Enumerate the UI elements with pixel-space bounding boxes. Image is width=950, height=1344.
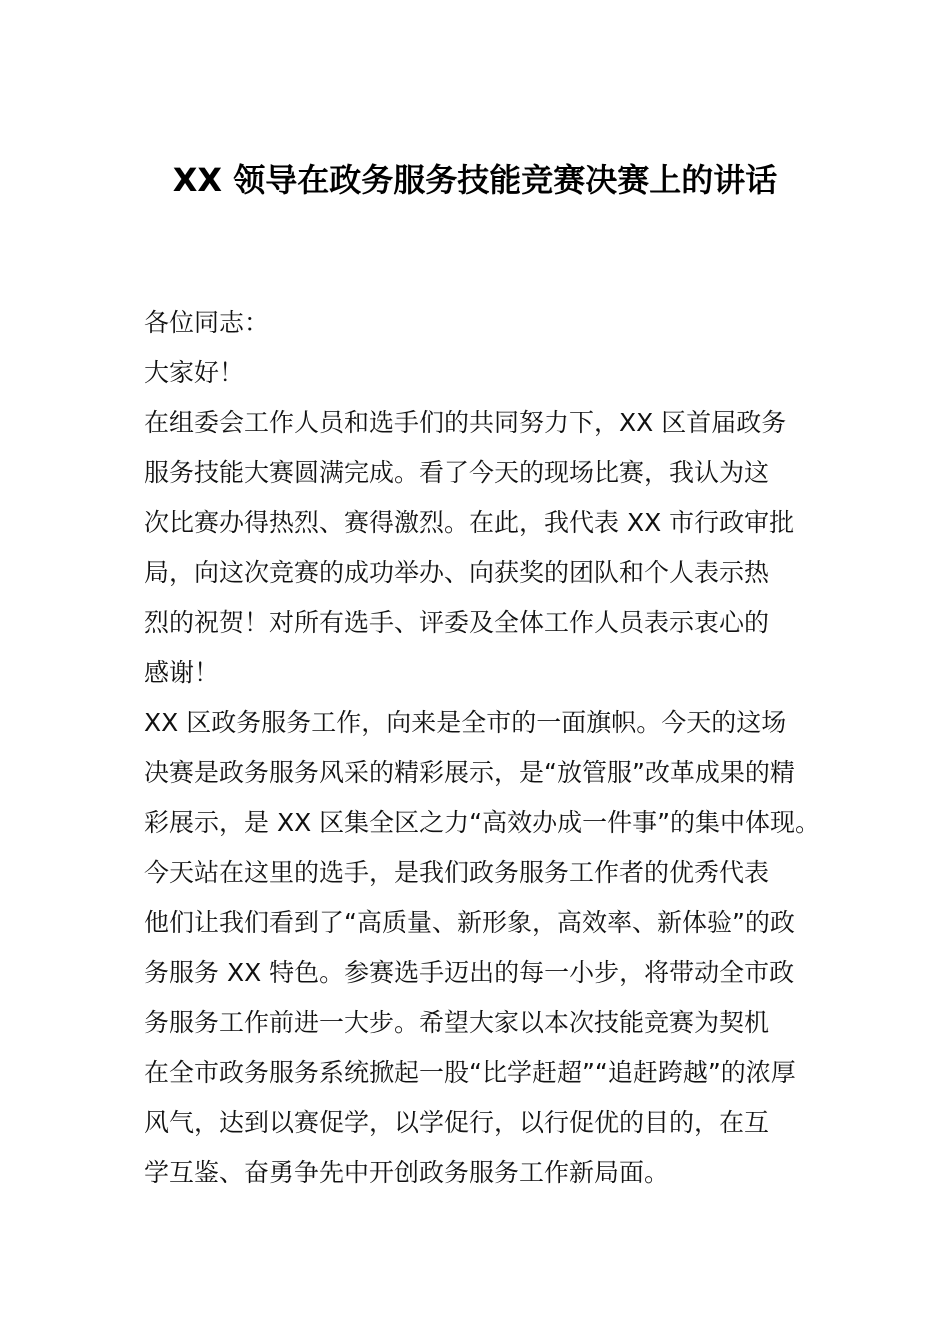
body-text-line: 彩展示，是 XX 区集全区之力“高效办成一件事”的集中体现。: [144, 808, 821, 837]
body-text-line: 在组委会工作人员和选手们的共同努力下，XX 区首届政务: [144, 408, 787, 437]
body-text-line: 学互鉴、奋勇争先中开创政务服务工作新局面。: [144, 1158, 670, 1187]
salutation-line: 各位同志：: [144, 308, 270, 337]
body-text-line: 务服务工作前进一大步。希望大家以本次技能竞赛为契机: [144, 1008, 770, 1037]
body-text-line: 决赛是政务服务风采的精彩展示，是“放管服”改革成果的精: [144, 758, 795, 787]
body-text-line: 风气，达到以赛促学，以学促行，以行促优的目的，在互: [144, 1108, 770, 1137]
document-title: XX 领导在政务服务技能竞赛决赛上的讲话: [172, 161, 778, 199]
body-text-line: 在全市政务服务系统掀起一股“比学赶超”“追赶跨越”的浓厚: [144, 1058, 796, 1087]
body-text-line: 次比赛办得热烈、赛得激烈。在此，我代表 XX 市行政审批: [144, 508, 795, 537]
body-text-line: 他们让我们看到了“高质量、新形象，高效率、新体验”的政: [144, 908, 795, 937]
body-text-line: 感谢！: [144, 658, 220, 687]
body-text-line: 今天站在这里的选手，是我们政务服务工作者的优秀代表: [144, 858, 770, 887]
document-body: [144, 298, 821, 1198]
body-text-line: 烈的祝贺！对所有选手、评委及全体工作人员表示衷心的: [144, 608, 770, 637]
body-text-line: 服务技能大赛圆满完成。看了今天的现场比赛，我认为这: [144, 458, 770, 487]
greeting-line: 大家好！: [144, 358, 245, 387]
body-text-line: 局，向这次竞赛的成功举办、向获奖的团队和个人表示热: [144, 558, 770, 587]
body-text-line: 务服务 XX 特色。参赛选手迈出的每一小步，将带动全市政: [144, 958, 795, 987]
body-text-line: XX 区政务服务工作，向来是全市的一面旗帜。今天的这场: [144, 708, 787, 737]
